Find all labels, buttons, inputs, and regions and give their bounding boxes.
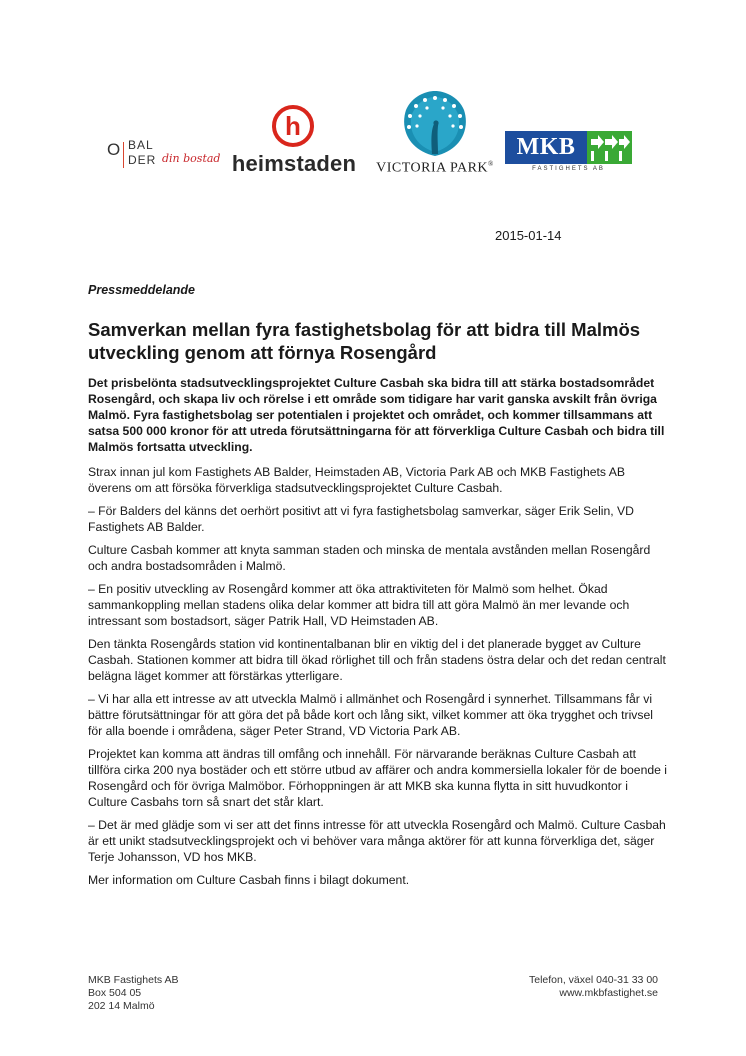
victoria-park-wordmark-row <box>370 160 500 177</box>
footer-address <box>88 974 178 1013</box>
mkb-subtitle: FASTIGHETS AB <box>532 166 605 172</box>
lead-paragraph: Det prisbelönta stadsutvecklingsprojektet Culture Casbah ska bidra till att stärka bostadsområdet Rosengård, och skapa liv och rörelse i ett område som tidigare har varit ganska avskilt från övriga Malmö. Fyra fastighetsbolag ser potentialen i projektet och området, och kommer tillsammans att satsa 500 000 kronor för att utreda förutsättningarna för att förverkliga Culture Casbah och bidra till Malmös fortsatta utveckling. <box>88 376 665 454</box>
footer-contact <box>420 974 658 1000</box>
victoria-park-logo <box>370 90 500 182</box>
paragraph: Culture Casbah kommer att knyta samman staden och minska de mentala avstånden mellan Rosengård och andra bostadsområden i Malmö. <box>88 543 651 573</box>
headline: Samverkan mellan fyra fastighetsbolag för att bidra till Malmös utveckling genom att förnya Rosengård <box>88 319 641 363</box>
heimstaden-emblem-letter: h <box>285 111 301 141</box>
paragraph: Mer information om Culture Casbah finns i bilagt dokument. <box>88 873 410 887</box>
footer-city: 202 14 Malmö <box>88 1000 155 1012</box>
balder-word-line1: BAL <box>128 138 154 152</box>
paragraph: Projektet kan komma att ändras till omfång och innehåll. För närvarande beräknas Culture Casbah att tillföra cirka 200 nya bostäder och ett större utbud av affärer och andra kommersiella lokaler för de boende i Rosengård och för övriga Malmöbor. Förhoppningen är att MKB ska kunna flytta in sitt huvudkontor i Culture Casbahs torn så snart det står klart. <box>88 747 667 809</box>
mkb-wordmark-box <box>505 131 587 164</box>
footer-phone: Telefon, växel 040-31 33 00 <box>528 974 658 986</box>
paragraph: – För Balders del känns det oerhört positivt att vi fyra fastighetsbolag samverkar, säger Erik Selin, VD Fastighets AB Balder. <box>88 504 634 534</box>
peacock-icon <box>398 90 472 158</box>
release-date: 2015-01-14 <box>495 228 562 243</box>
balder-tagline: din bostad <box>162 152 221 165</box>
balder-mark: O <box>107 140 121 159</box>
balder-logo <box>107 136 219 176</box>
mkb-wordmark: MKB <box>516 134 576 160</box>
footer-company: MKB Fastighets AB <box>88 974 179 986</box>
balder-divider <box>123 142 124 168</box>
article-body <box>88 375 668 895</box>
footer-website-link[interactable]: www.mkbfastighet.se <box>559 987 658 999</box>
footer-box: Box 504 05 <box>88 987 142 999</box>
paragraph: Strax innan jul kom Fastighets AB Balder, Heimstaden AB, Victoria Park AB och MKB Fastighets AB överens om att försöka förverkliga stadsutvecklingsprojektet Culture Casbah. <box>88 465 625 495</box>
document-type-label: Pressmeddelande <box>88 283 195 297</box>
paragraph: Den tänkta Rosengårds station vid kontinentalbanan blir en viktig del i det planerade bygget av Culture Casbah. Stationen kommer att bidra till ökad rörlighet till och från stadens östra delar och det redan centralt belägna läget kommer att förstärkas ytterligare. <box>88 637 666 683</box>
paragraph: – Vi har alla ett intresse av att utveckla Malmö i allmänhet och Rosengård i synnerhet. Tillsammans får vi bättre förutsättningar för att göra det på både kort och lång sikt, vilket kommer att öka trygghet och trivsel för alla boende i områdena, säger Peter Strand, VD Victoria Park AB. <box>88 692 653 738</box>
victoria-park-wordmark: VICTORIA PARK <box>376 160 489 176</box>
heimstaden-logo <box>229 103 359 181</box>
paragraph: – En positiv utveckling av Rosengård kommer att öka attraktiviteten för Malmö som helhet. Ökad sammankoppling mellan stadens olika delar kommer att bidra till att göra Malmö än mer levande och intressant som bostadsort, säger Patrik Hall, VD Heimstaden AB. <box>88 582 630 628</box>
balder-word-line2: DER <box>128 153 157 167</box>
heimstaden-emblem-icon <box>269 103 317 149</box>
mkb-arrows-icon <box>587 131 632 164</box>
mkb-logo <box>505 131 632 175</box>
heimstaden-wordmark: heimstaden <box>231 151 357 176</box>
registered-mark: ® <box>488 160 494 168</box>
paragraph: – Det är med glädje som vi ser att det finns intresse för att utveckla Rosengård och Malmö. Culture Casbah är ett unikt stadsutvecklingsprojekt och vi behöver vara många aktörer för att kunna förverkliga det, säger Terje Johansson, VD hos MKB. <box>88 818 666 864</box>
